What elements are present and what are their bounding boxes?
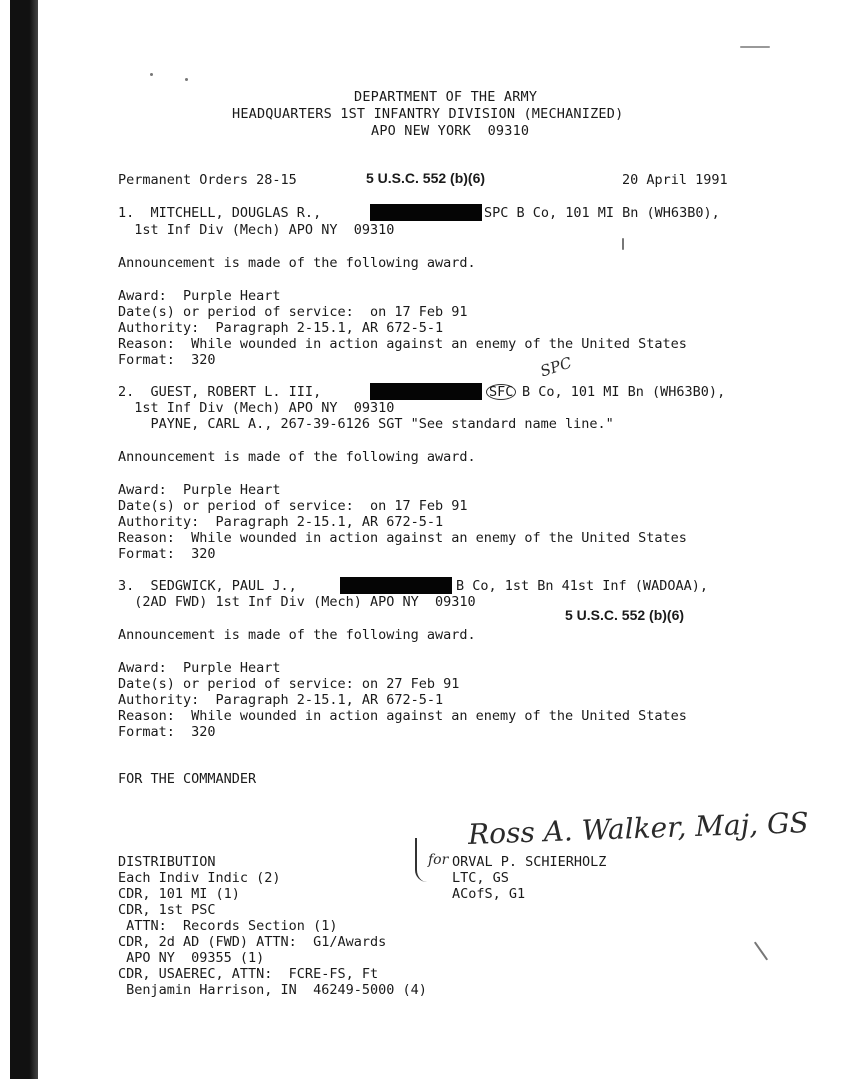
entry-1-announcement: Announcement is made of the following award. bbox=[118, 255, 476, 271]
distribution-line: APO NY 09355 (1) bbox=[118, 950, 265, 966]
entry-3-format: Format: 320 bbox=[118, 724, 216, 740]
handwritten-correction: SPC bbox=[537, 353, 574, 381]
scan-speck bbox=[622, 238, 624, 250]
entry-3-authority: Authority: Paragraph 2-15.1, AR 672-5-1 bbox=[118, 692, 444, 708]
signer-name: ORVAL P. SCHIERHOLZ bbox=[452, 854, 607, 870]
entry-2-authority: Authority: Paragraph 2-15.1, AR 672-5-1 bbox=[118, 514, 444, 530]
scan-speck bbox=[754, 941, 768, 960]
entry-3-announcement: Announcement is made of the following award. bbox=[118, 627, 476, 643]
redaction-box bbox=[340, 577, 452, 594]
scan-speck bbox=[185, 78, 188, 81]
signature-bracket bbox=[415, 838, 429, 882]
distribution-line: CDR, 1st PSC bbox=[118, 902, 216, 918]
entry-1-format: Format: 320 bbox=[118, 352, 216, 368]
signature-for-prefix: for bbox=[428, 852, 449, 868]
redaction-box bbox=[370, 204, 482, 221]
entry-1-name: 1. MITCHELL, DOUGLAS R., bbox=[118, 205, 322, 221]
entry-3-name: 3. SEDGWICK, PAUL J., bbox=[118, 578, 297, 594]
entry-1-award: Award: Purple Heart bbox=[118, 288, 281, 304]
distribution-line: CDR, USAEREC, ATTN: FCRE-FS, Ft bbox=[118, 966, 379, 982]
exemption-stamp: 5 U.S.C. 552 (b)(6) bbox=[366, 170, 486, 186]
distribution-heading: DISTRIBUTION bbox=[118, 854, 216, 870]
entry-3-unit: B Co, 1st Bn 41st Inf (WADOAA), bbox=[456, 578, 708, 594]
entry-1-reason: Reason: While wounded in action against an enemy of the United States bbox=[118, 336, 687, 352]
header-headquarters: HEADQUARTERS 1ST INFANTRY DIVISION (MECHANIZED) bbox=[232, 106, 624, 122]
orders-date: 20 April 1991 bbox=[622, 172, 728, 188]
entry-3-award: Award: Purple Heart bbox=[118, 660, 281, 676]
entry-2-dates: Date(s) or period of service: on 17 Feb 91 bbox=[118, 498, 468, 514]
entry-2-name-note: PAYNE, CARL A., 267-39-6126 SGT "See standard name line." bbox=[118, 416, 614, 432]
circled-rank: SFC bbox=[486, 384, 516, 400]
distribution-line: Benjamin Harrison, IN 46249-5000 (4) bbox=[118, 982, 427, 998]
distribution-line: CDR, 2d AD (FWD) ATTN: G1/Awards bbox=[118, 934, 387, 950]
orders-label: Permanent Orders 28-15 bbox=[118, 172, 297, 188]
header-department: DEPARTMENT OF THE ARMY bbox=[354, 89, 538, 105]
entry-2-award: Award: Purple Heart bbox=[118, 482, 281, 498]
redaction-box bbox=[370, 383, 482, 400]
entry-1-dates: Date(s) or period of service: on 17 Feb 91 bbox=[118, 304, 468, 320]
entry-3-reason: Reason: While wounded in action against an enemy of the United States bbox=[118, 708, 687, 724]
signer-title: ACofS, G1 bbox=[452, 886, 526, 902]
entry-2-reason: Reason: While wounded in action against an enemy of the United States bbox=[118, 530, 687, 546]
distribution-line: ATTN: Records Section (1) bbox=[118, 918, 338, 934]
entry-2-announcement: Announcement is made of the following award. bbox=[118, 449, 476, 465]
entry-2-format: Format: 320 bbox=[118, 546, 216, 562]
entry-1-unit: SPC B Co, 101 MI Bn (WH63B0), bbox=[484, 205, 720, 221]
distribution-line: Each Indiv Indic (2) bbox=[118, 870, 281, 886]
entry-1-authority: Authority: Paragraph 2-15.1, AR 672-5-1 bbox=[118, 320, 444, 336]
entry-2-location: 1st Inf Div (Mech) APO NY 09310 bbox=[118, 400, 395, 416]
distribution-line: CDR, 101 MI (1) bbox=[118, 886, 240, 902]
entry-2-unit: B Co, 101 MI Bn (WH63B0), bbox=[522, 384, 726, 400]
scan-speck bbox=[740, 46, 770, 48]
exemption-stamp: 5 U.S.C. 552 (b)(6) bbox=[565, 607, 685, 623]
scan-speck bbox=[150, 73, 153, 76]
signer-rank: LTC, GS bbox=[452, 870, 509, 886]
entry-1-location: 1st Inf Div (Mech) APO NY 09310 bbox=[118, 222, 395, 238]
handwritten-signature: Ross A. Walker, Maj, GS bbox=[467, 806, 810, 851]
header-apo: APO NEW YORK 09310 bbox=[371, 123, 530, 139]
entry-3-location: (2AD FWD) 1st Inf Div (Mech) APO NY 09310 bbox=[118, 594, 476, 610]
for-the-commander: FOR THE COMMANDER bbox=[118, 771, 257, 787]
entry-2-name: 2. GUEST, ROBERT L. III, bbox=[118, 384, 322, 400]
entry-3-dates: Date(s) or period of service: on 27 Feb 91 bbox=[118, 676, 460, 692]
scan-binding-edge bbox=[10, 0, 38, 1079]
